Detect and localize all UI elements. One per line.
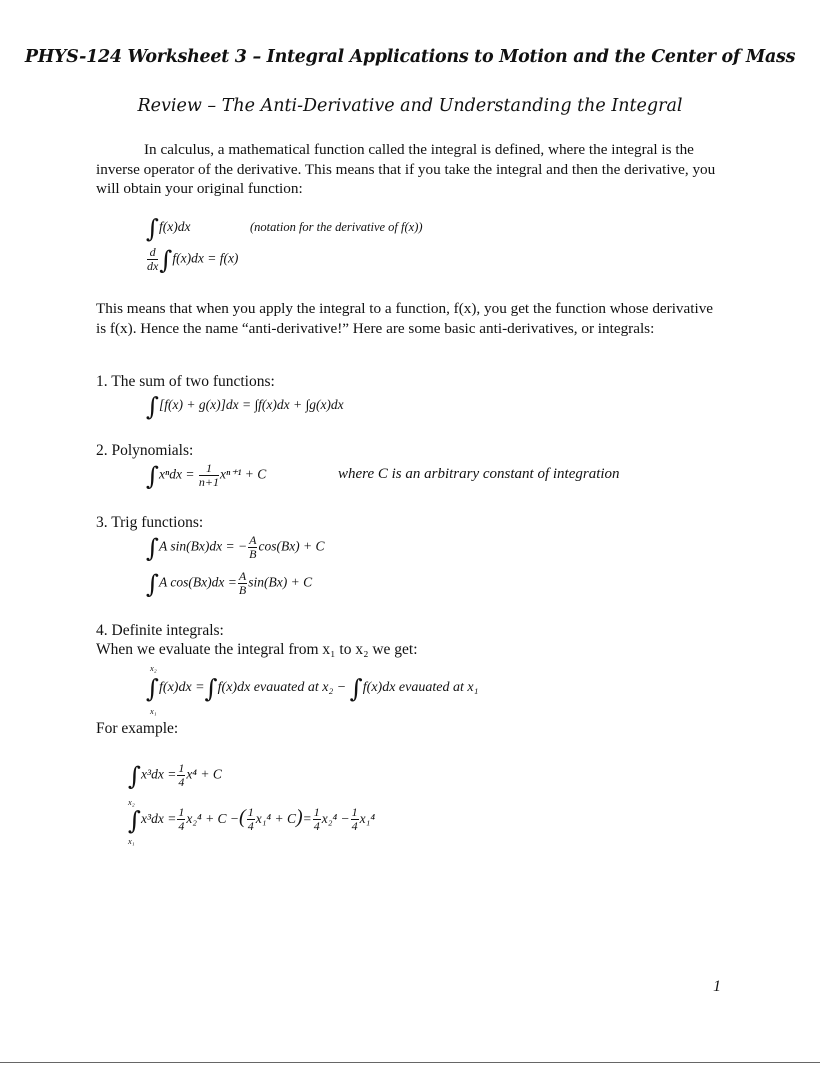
quarter-num: 1 bbox=[178, 761, 185, 775]
poly-rhs: xⁿ⁺¹ + C bbox=[220, 466, 267, 482]
example-line-1 bbox=[128, 762, 222, 789]
notation-note: (notation for the derivative of f(x)) bbox=[250, 220, 423, 234]
definite-formula-a: f(x)dx = bbox=[159, 680, 205, 695]
quarter-fraction bbox=[177, 806, 185, 833]
quarter-den: 4 bbox=[178, 775, 185, 789]
page-bottom-divider bbox=[0, 1062, 820, 1063]
trig-sin-fraction bbox=[248, 534, 257, 561]
definite-lower-limit: x₁ bbox=[150, 706, 157, 716]
quarter-den: 4 bbox=[313, 819, 320, 834]
example-heading: For example: bbox=[96, 720, 179, 737]
quarter-num: 1 bbox=[178, 805, 185, 820]
sum-heading: 1. The sum of two functions: bbox=[96, 373, 275, 390]
trig-frac-den: B bbox=[249, 547, 257, 561]
trig-cos-rhs: sin(Bx) + C bbox=[248, 574, 313, 590]
integral-sign-icon: ∫ bbox=[146, 674, 160, 703]
example-line2-c: = bbox=[302, 811, 312, 826]
integral-sign-icon: ∫ bbox=[159, 245, 173, 275]
trig-frac-num: A bbox=[249, 533, 257, 547]
integral-sign-icon: ∫ bbox=[128, 806, 142, 835]
example-upper-limit: x₂ bbox=[128, 797, 135, 807]
definite-formula-c: f(x)dx evauated at x₁ bbox=[362, 680, 479, 695]
integral-sign-icon: ∫ bbox=[146, 392, 160, 421]
quarter-den: 4 bbox=[178, 819, 185, 834]
trig-heading: 3. Trig functions: bbox=[96, 514, 204, 531]
example-line2-lhs: x³dx = bbox=[141, 811, 177, 826]
notation-formula bbox=[146, 216, 191, 241]
definite-formula-b: f(x)dx evauated at x₂ − bbox=[217, 680, 347, 695]
example-line1-lhs: x³dx = bbox=[141, 766, 177, 782]
poly-frac-den: n+1 bbox=[198, 475, 219, 489]
example-line2-e: x₁⁴ bbox=[359, 811, 376, 826]
poly-heading: 2. Polynomials: bbox=[96, 442, 194, 459]
trig-sin-rhs: cos(Bx) + C bbox=[258, 538, 325, 554]
trig-sin-lhs: A sin(Bx)dx = − bbox=[159, 538, 248, 554]
page-number: 1 bbox=[713, 978, 721, 995]
explanation-paragraph: This means that when you apply the integral to a function, f(x), you get the function whose derivative is f(x). Hence the name “anti-derivative!” Here are some basic anti-derivatives, or integrals: bbox=[96, 300, 714, 337]
sum-expr: [f(x) + g(x)]dx = ∫f(x)dx + ∫g(x)dx bbox=[159, 397, 344, 412]
integral-sign-icon: ∫ bbox=[146, 569, 160, 599]
integral-sign-icon: ∫ bbox=[349, 674, 363, 703]
notation-expr: f(x)dx bbox=[159, 219, 191, 234]
sum-formula bbox=[146, 394, 344, 419]
definite-line: When we evaluate the integral from x₁ to x₂ we get: bbox=[96, 641, 418, 658]
poly-formula bbox=[146, 462, 266, 489]
trig-cos-formula bbox=[146, 570, 312, 597]
integral-sign-icon: ∫ bbox=[128, 761, 142, 791]
poly-lhs: xⁿdx = bbox=[159, 466, 195, 482]
quarter-num: 1 bbox=[313, 805, 320, 820]
integral-sign-icon: ∫ bbox=[146, 533, 160, 563]
example-line2-a: x₂⁴ + C − bbox=[186, 811, 240, 826]
integral-sign-icon: ∫ bbox=[204, 674, 218, 703]
example-line-2 bbox=[128, 806, 375, 833]
trig-cos-fraction bbox=[238, 570, 247, 597]
quarter-num: 1 bbox=[351, 805, 358, 820]
poly-note: where C is an arbitrary constant of integration bbox=[338, 466, 620, 482]
close-paren-icon: ) bbox=[295, 806, 303, 828]
d-numerator: d bbox=[147, 246, 158, 260]
trig-cos-lhs: A cos(Bx)dx = bbox=[159, 574, 237, 590]
page-subtitle: Review – The Anti-Derivative and Understanding the Integral bbox=[137, 96, 683, 116]
quarter-fraction bbox=[177, 762, 185, 789]
example-lower-limit: x₁ bbox=[128, 836, 135, 846]
derivative-expr: f(x)dx = f(x) bbox=[172, 250, 239, 266]
definite-heading: 4. Definite integrals: bbox=[96, 622, 224, 639]
example-line1-rhs: x⁴ + C bbox=[186, 766, 222, 782]
d-denominator: dx bbox=[147, 259, 159, 273]
intro-paragraph: In calculus, a mathematical function called the integral is defined, where the integral is the inverse operator of the derivative. This means that if you take the integral and then the derivative, you will obtain your original function: bbox=[96, 141, 716, 197]
derivative-formula bbox=[146, 246, 238, 273]
trig-frac-den: B bbox=[238, 583, 247, 597]
open-paren-icon: ( bbox=[239, 806, 246, 828]
quarter-num: 1 bbox=[247, 805, 254, 820]
integral-sign-icon: ∫ bbox=[146, 214, 160, 243]
trig-sin-formula bbox=[146, 534, 325, 561]
example-line2-d: x₂⁴ − bbox=[321, 811, 350, 826]
quarter-den: 4 bbox=[247, 819, 254, 834]
definite-formula bbox=[146, 676, 478, 701]
poly-frac-num: 1 bbox=[199, 462, 219, 476]
integral-sign-icon: ∫ bbox=[146, 461, 160, 491]
d-dx-fraction bbox=[147, 246, 158, 273]
quarter-fraction bbox=[247, 806, 255, 833]
example-line2-b: x₁⁴ + C bbox=[255, 811, 296, 826]
quarter-den: 4 bbox=[351, 819, 358, 834]
trig-frac-num: A bbox=[238, 569, 247, 583]
quarter-fraction bbox=[351, 806, 359, 833]
page-title: PHYS-124 Worksheet 3 – Integral Applications to Motion and the Center of Mass bbox=[24, 47, 796, 67]
definite-upper-limit: x₂ bbox=[150, 663, 157, 673]
poly-fraction bbox=[199, 462, 219, 489]
quarter-fraction bbox=[313, 806, 321, 833]
